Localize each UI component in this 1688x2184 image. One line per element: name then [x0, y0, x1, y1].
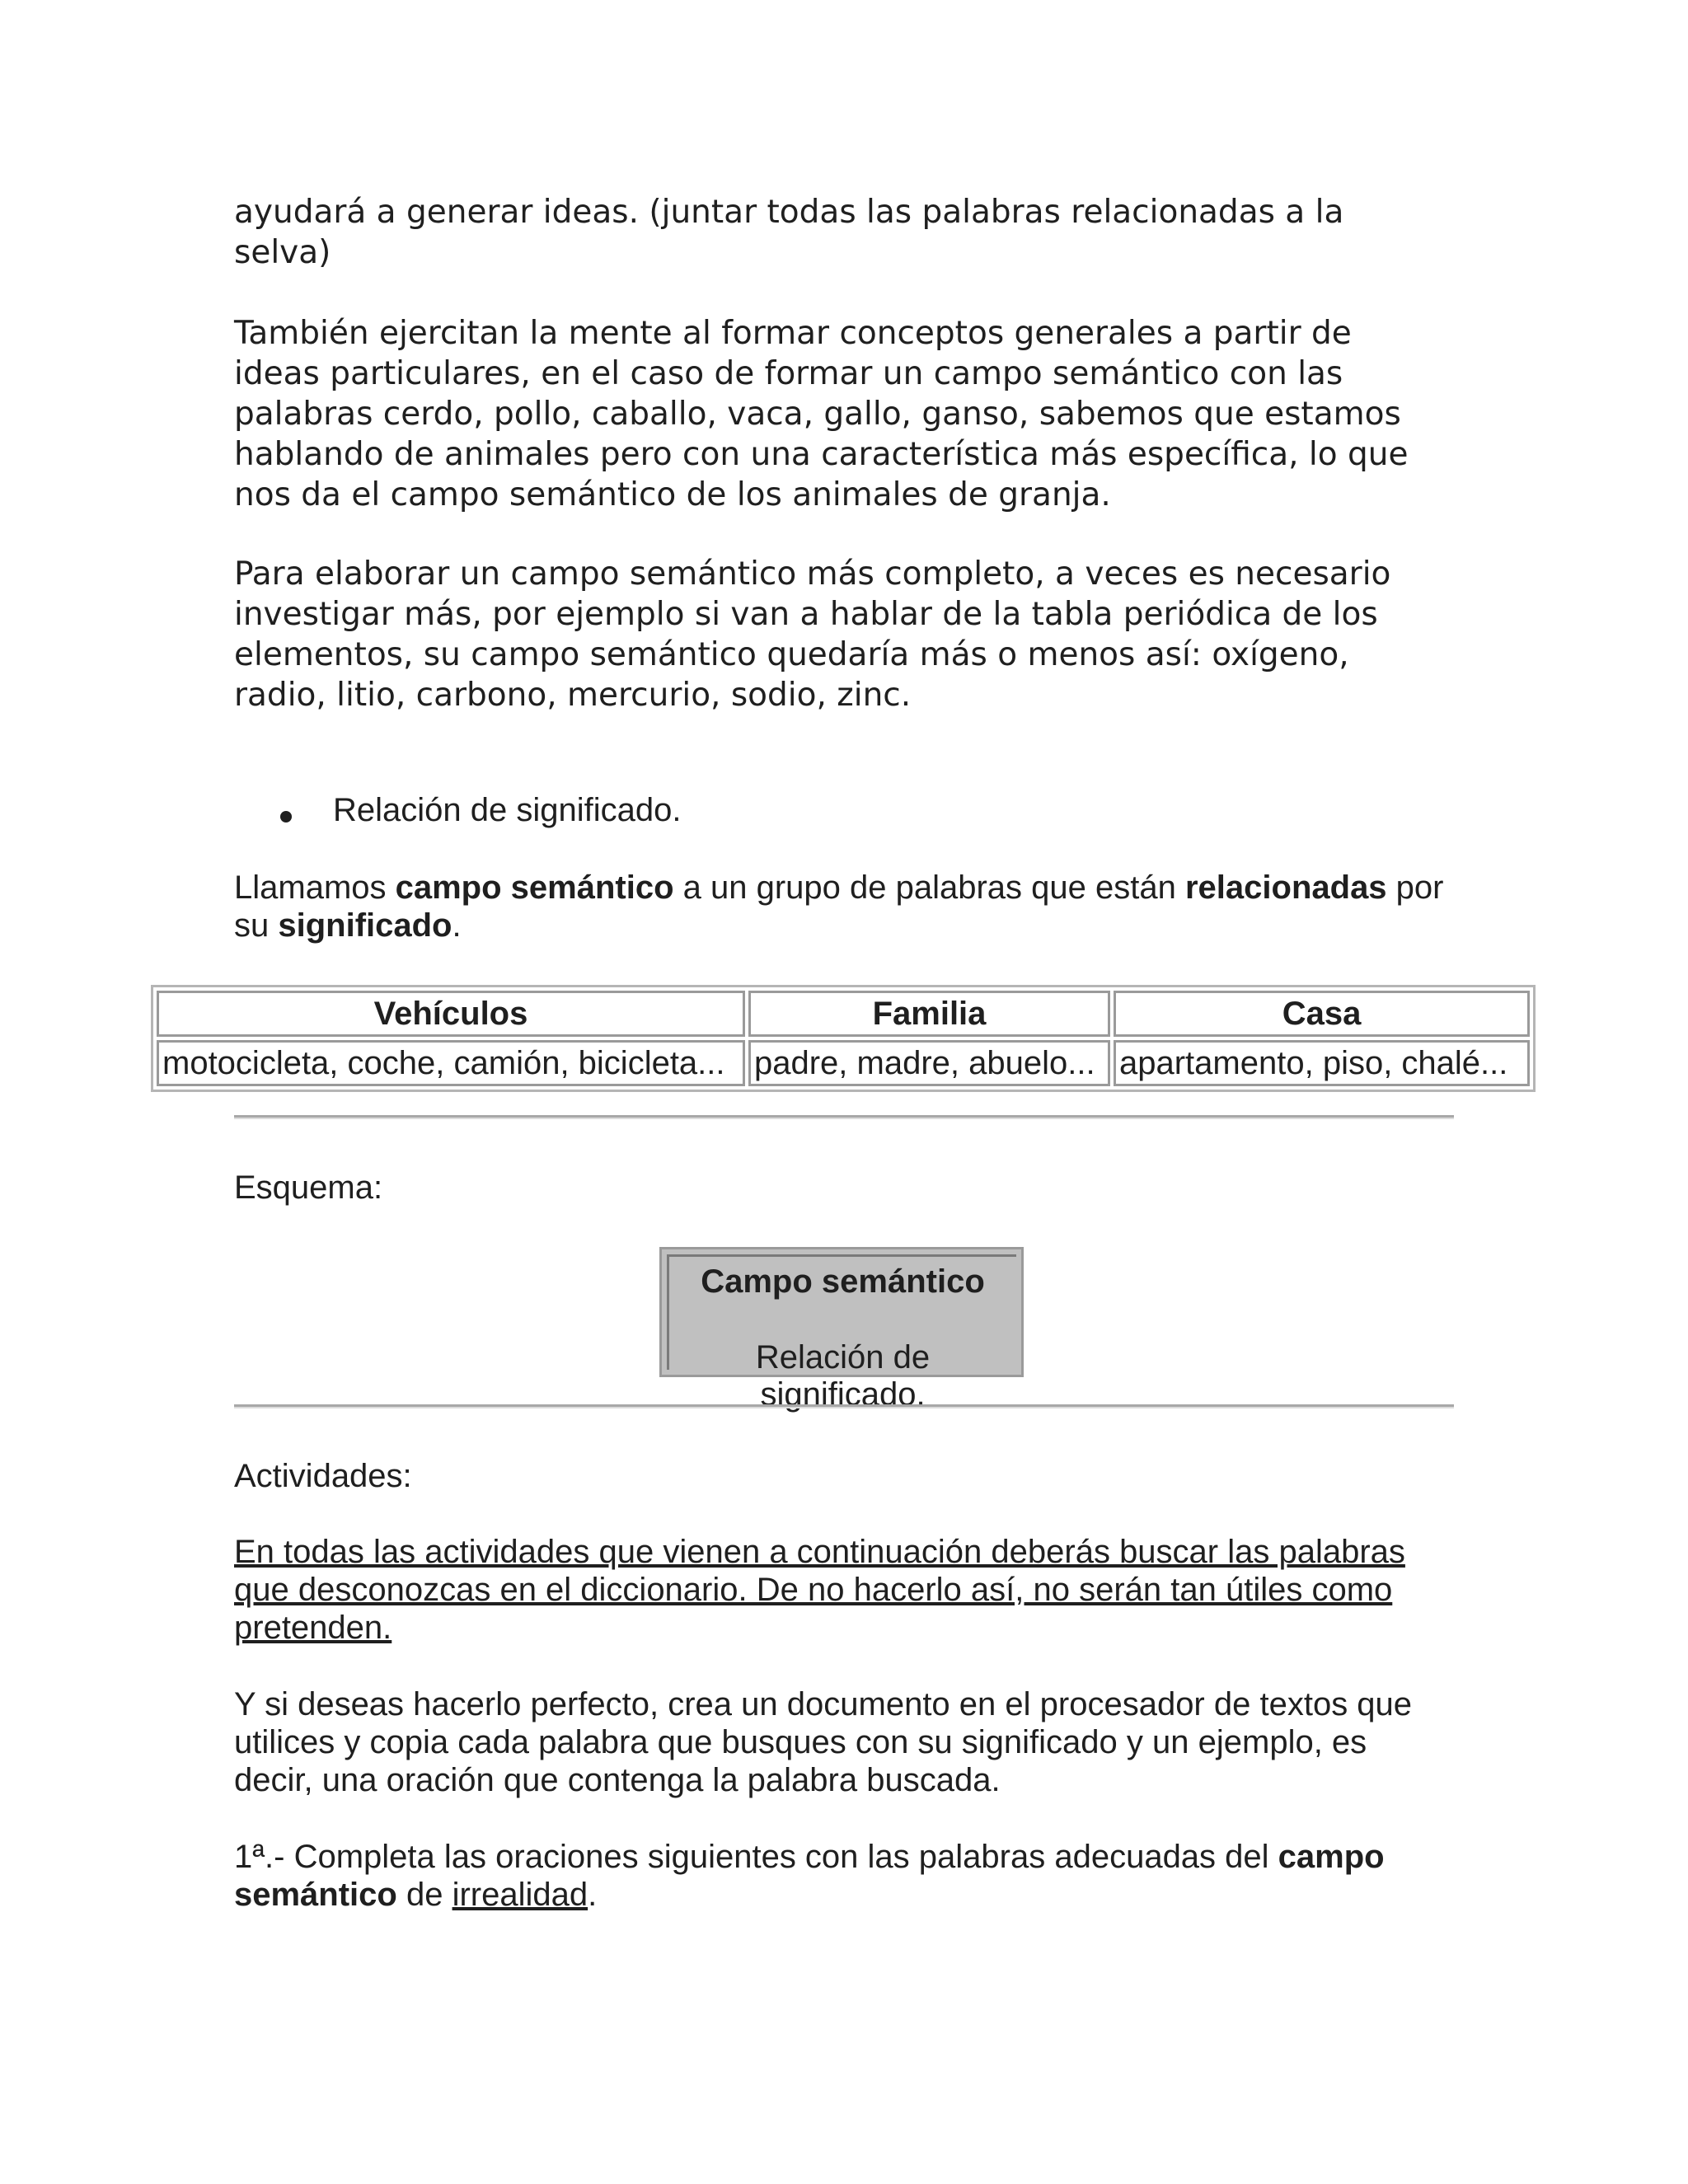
table-header-cell: Vehículos — [157, 991, 745, 1037]
underlined-text: que desconozcas en el diccionario. De no hacerlo así, no serán tan útiles como — [234, 1572, 1393, 1608]
text-line: selva) — [234, 234, 331, 271]
definition-paragraph — [234, 869, 1470, 944]
text-line — [234, 1533, 1470, 1571]
text-line — [234, 907, 1470, 944]
scheme-box — [659, 1247, 1024, 1413]
esquema-label: Esquema: — [234, 1169, 383, 1206]
text-line — [234, 1876, 1470, 1914]
table-row — [157, 1040, 1530, 1086]
text-line: hablando de animales pero con una característica más específica, lo que — [234, 436, 1409, 473]
table-header-cell: Familia — [748, 991, 1110, 1037]
table-cell: padre, madre, abuelo... — [748, 1040, 1110, 1086]
text-run: . — [452, 907, 462, 944]
text-line: También ejercitan la mente al formar conceptos generales a partir de — [234, 315, 1352, 352]
text-run: por — [1386, 869, 1444, 906]
perfect-paragraph — [234, 1685, 1470, 1799]
text-run: Llamamos — [234, 869, 396, 906]
bold-term: campo — [1278, 1839, 1385, 1875]
text-run: a un grupo de palabras que están — [673, 869, 1185, 906]
instructions-paragraph — [234, 1533, 1470, 1647]
text-line: ideas particulares, en el caso de formar un campo semántico con las — [234, 355, 1343, 392]
text-run: . — [588, 1877, 598, 1913]
text-line: Y si deseas hacerlo perfecto, crea un documento en el procesador de textos que — [234, 1686, 1413, 1722]
text-line: Para elaborar un campo semántico más completo, a veces es necesario — [234, 555, 1391, 593]
underlined-text: irrealidad — [452, 1877, 588, 1913]
text-line: nos da el campo semántico de los animales de granja. — [234, 476, 1111, 513]
text-run: su — [234, 907, 279, 944]
text-line: elementos, su campo semántico quedaría más o menos así: oxígeno, — [234, 636, 1349, 673]
scheme-inner — [667, 1254, 1016, 1413]
table-cell: motocicleta, coche, camión, bicicleta... — [157, 1040, 745, 1086]
divider — [234, 1404, 1454, 1408]
table-header-row — [157, 991, 1530, 1037]
paragraph-concepts — [234, 313, 1470, 515]
scheme-title: Campo semántico — [701, 1263, 985, 1300]
underlined-text: pretenden. — [234, 1610, 392, 1646]
bold-term: semántico — [234, 1877, 397, 1913]
text-line: ayudará a generar ideas. (juntar todas las palabras relacionadas a la — [234, 194, 1344, 231]
text-line: investigar más, por ejemplo si van a hablar de la tabla periódica de los — [234, 596, 1378, 633]
table-cell: apartamento, piso, chalé... — [1114, 1040, 1530, 1086]
text-line: radio, litio, carbono, mercurio, sodio, zinc. — [234, 677, 912, 714]
paragraph-intro — [234, 192, 1470, 273]
text-line — [234, 1838, 1470, 1876]
exercise-1 — [234, 1838, 1470, 1914]
text-line — [234, 1609, 1470, 1647]
text-line: utilices y copia cada palabra que busques con su significado y un ejemplo, es — [234, 1724, 1367, 1760]
semantic-fields-table — [151, 985, 1536, 1092]
text-run: de — [396, 1877, 452, 1913]
bold-term: relacionadas — [1184, 869, 1387, 906]
actividades-label: Actividades: — [234, 1458, 412, 1494]
underlined-text: En todas las actividades que vienen a continuación deberás buscar las palabras — [234, 1534, 1405, 1570]
bold-term: campo semántico — [395, 869, 674, 906]
scheme-subtitle: Relación de significado. — [755, 1339, 931, 1413]
text-line — [234, 869, 1470, 907]
table-header-cell: Casa — [1114, 991, 1530, 1037]
text-line: palabras cerdo, pollo, caballo, vaca, gallo, ganso, sabemos que estamos — [234, 396, 1401, 433]
bullet-icon — [280, 811, 292, 823]
bullet-item: Relación de significado. — [333, 792, 682, 828]
text-line: decir, una oración que contenga la palabra buscada. — [234, 1762, 1001, 1798]
text-run: 1ª.- Completa las oraciones siguientes con las palabras adecuadas del — [234, 1839, 1278, 1875]
bold-term: significado — [278, 907, 452, 944]
text-line — [234, 1571, 1470, 1609]
divider — [234, 1115, 1454, 1119]
paragraph-periodic-table — [234, 554, 1470, 715]
